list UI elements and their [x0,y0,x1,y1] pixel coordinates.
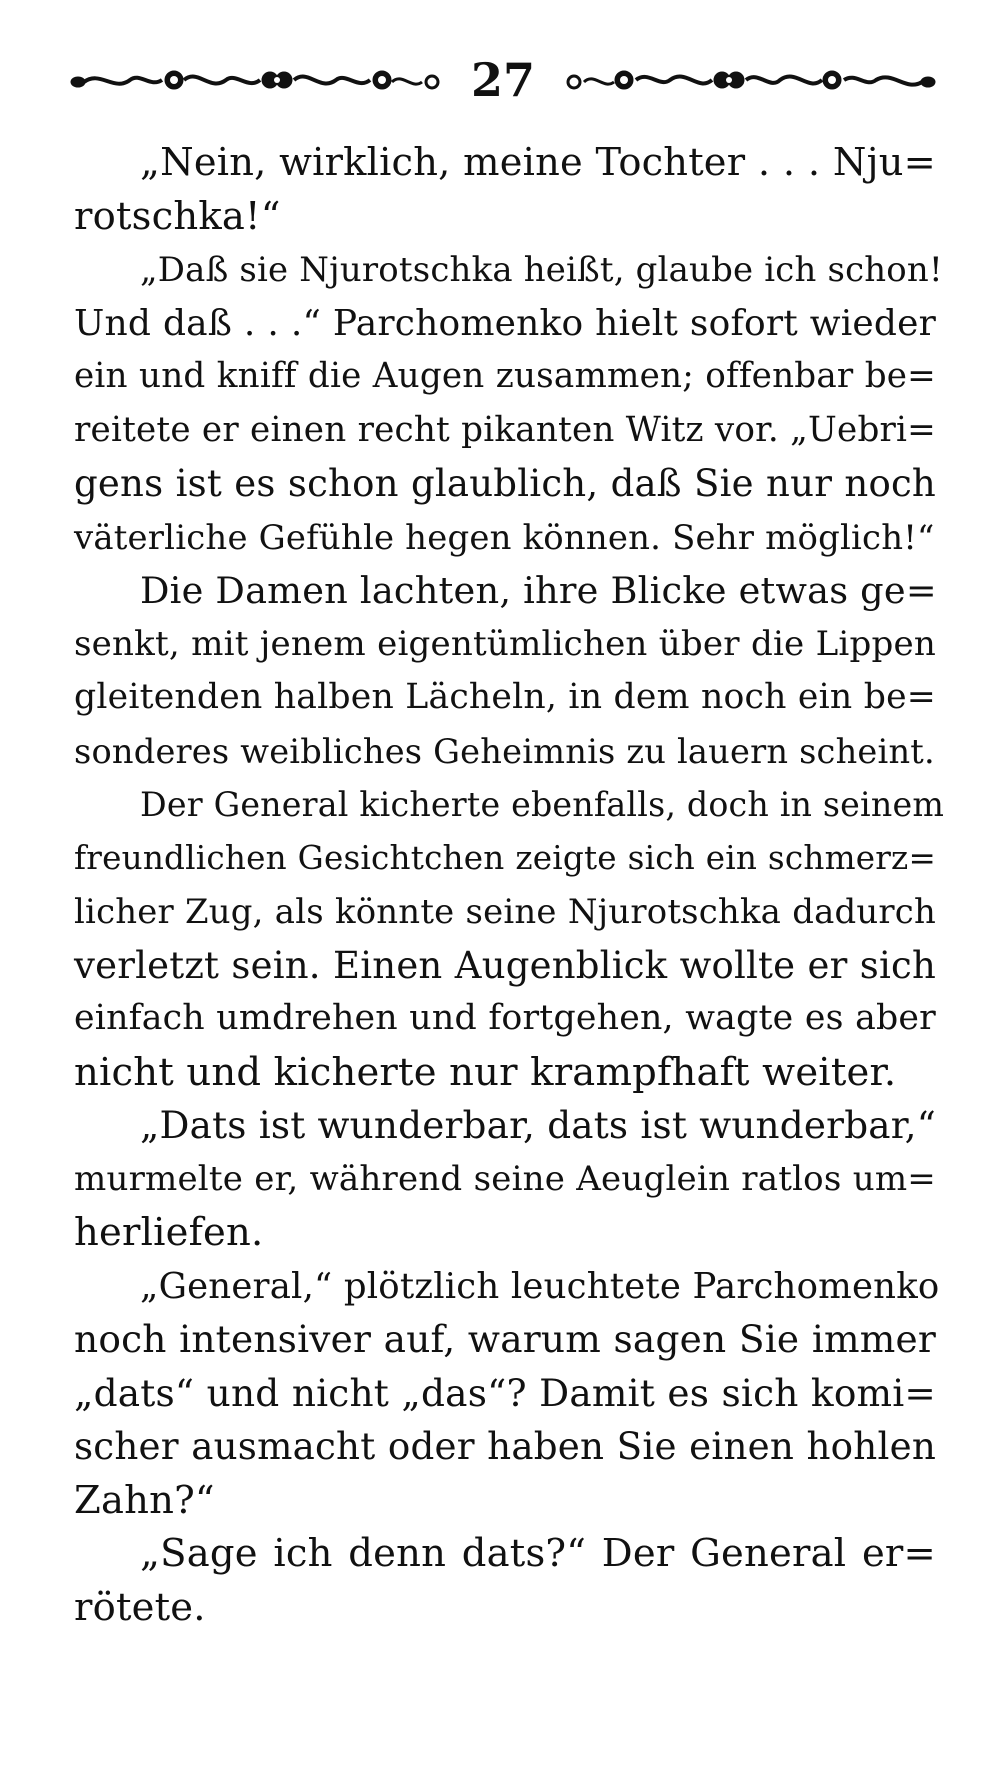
page-header [70,50,936,110]
text-line: einfach umdrehen und fortgehen, wagte es aber [74,998,936,1038]
text-line: „Daß sie Njurotschka heißt, glaube ich schon! [140,250,943,289]
text-line: noch intensiver auf, warum sagen Sie immer [74,1317,936,1361]
text-line: „General,“ plötzlich leuchtete Parchomenko [140,1265,940,1307]
text-line: gens ist es schon glaublich, daß Sie nur noch [74,462,936,505]
text-line: rotschka!“ [74,193,281,239]
text-line: ein und kniff die Augen zusammen; offenbar be= [74,356,936,396]
text-line: Und daß . . .“ Parchomenko hielt sofort wieder [74,302,936,344]
text-line: herliefen. [74,1210,264,1255]
text-line: „dats“ und nicht „das“? Damit es sich komi= [74,1370,936,1415]
text-line: „Nein, wirklich, meine Tochter . . . Nju= [140,140,936,185]
page-number: 27 [470,53,535,107]
text-line: „Sage ich denn dats?“ Der General er= [140,1531,936,1576]
text-line: scher ausmacht oder haben Sie einen hohlen [74,1424,936,1468]
text-line: nicht und kicherte nur krampfhaft weiter. [74,1049,897,1095]
text-line: verletzt sein. Einen Augenblick wollte er sich [74,943,936,987]
text-line: Der General kicherte ebenfalls, doch in seinem [140,785,945,824]
text-line: licher Zug, als könnte seine Njurotschka dadurch [74,892,936,931]
text-line: senkt, mit jenem eigentümlichen über die Lippen [74,623,936,664]
ornament-right-icon [566,62,936,98]
text-line: murmelte er, während seine Aeuglein ratlos um= [74,1158,936,1199]
text-line: gleitenden halben Lächeln, in dem noch ein be= [74,677,936,717]
text-line: freundlichen Gesichtchen zeigte sich ein schmerz= [74,838,936,877]
text-line: „Dats ist wunderbar, dats ist wunderbar,“ [140,1103,936,1147]
body-text [74,136,945,1634]
text-line: väterliche Gefühle hegen können. Sehr möglich!“ [74,517,935,557]
text-line: Zahn?“ [74,1477,215,1523]
text-line: Die Damen lachten, ihre Blicke etwas ge= [140,569,937,612]
text-line: reitete er einen recht pikanten Witz vor. „Uebri= [74,409,936,450]
text-line: sonderes weibliches Geheimnis zu lauern scheint. [74,731,935,771]
text-line: rötete. [74,1584,206,1630]
